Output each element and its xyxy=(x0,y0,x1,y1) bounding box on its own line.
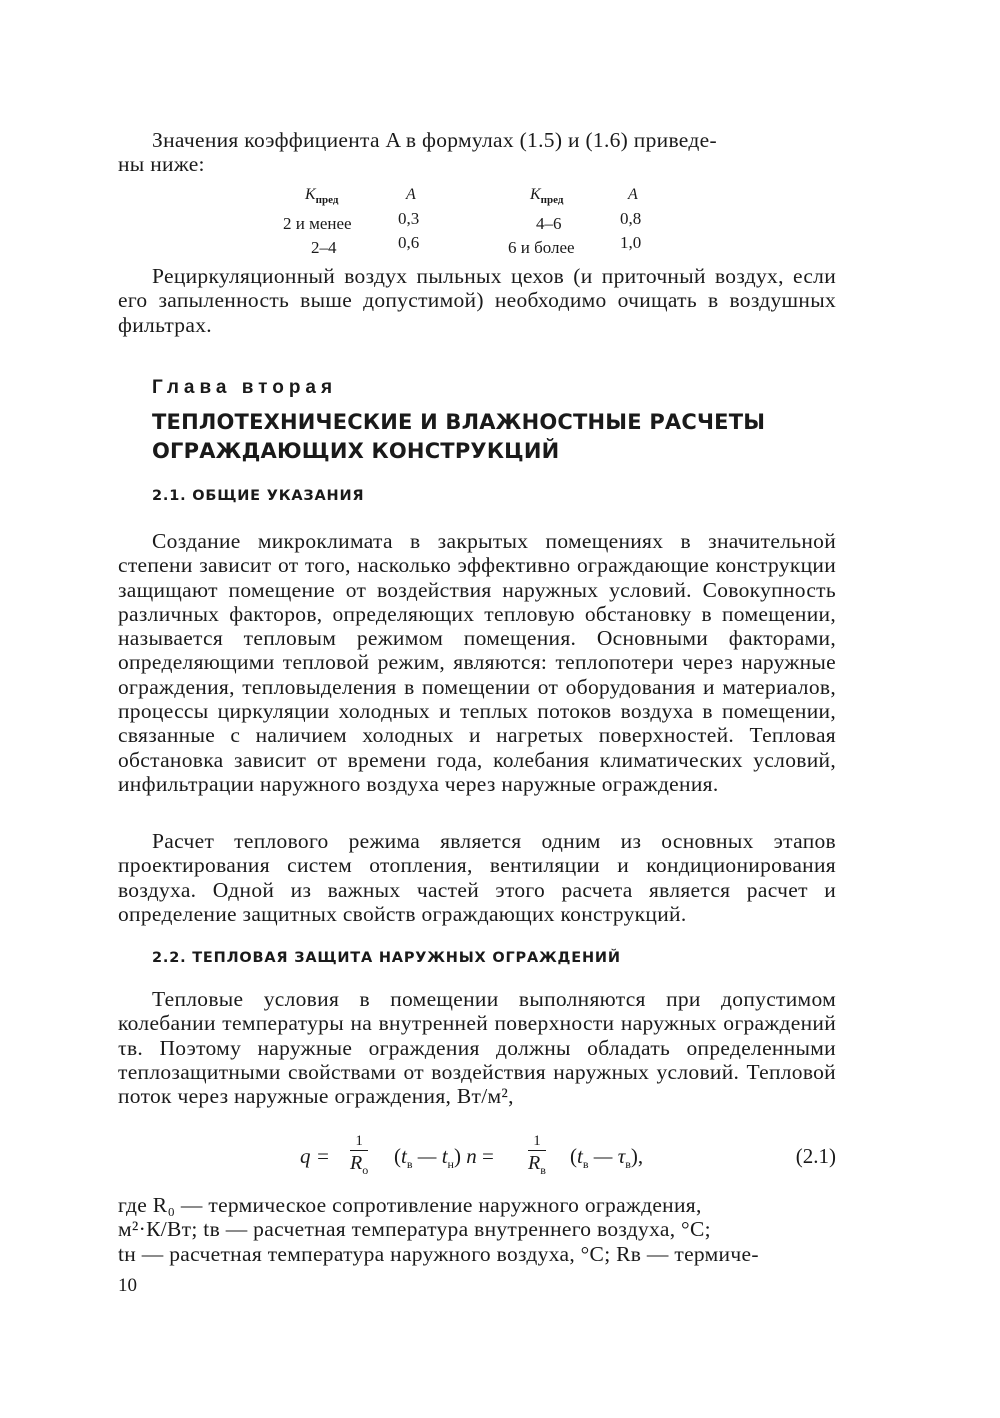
k-table-right-row-1-a: 0,8 xyxy=(620,209,642,228)
k-table-right-row-2-k: 6 и более xyxy=(508,238,575,258)
formula-fraction-2-denominator: $R_в$ xyxy=(528,1152,546,1177)
formula-lhs: q = xyxy=(300,1144,330,1168)
chapter-title xyxy=(152,408,792,466)
k-table-left-k-column xyxy=(283,183,352,260)
intro-paragraph xyxy=(118,128,836,177)
formula-number: (2.1) xyxy=(795,1144,836,1168)
formula-2-1 xyxy=(118,1132,836,1188)
where-clause xyxy=(118,1193,836,1266)
formula-fraction-1-denominator: $R_о$ xyxy=(350,1152,369,1177)
formula-middle-2: ($t_в$ — $\tau_в$), xyxy=(570,1144,644,1172)
k-table-left-row-2-k: 2–4 xyxy=(311,238,337,258)
k-table-right-row-2-a: 1,0 xyxy=(620,233,642,252)
recirc-paragraph: Рециркуляционный воздух пыльных цехов (и приточный воздух, если его запыленность выше допустимой) необходимо очищать в воздушных фильтрах. xyxy=(118,264,836,337)
where-line-1: где R₀ — термическое сопротивление наружного ограждения, xyxy=(118,1193,702,1217)
formula-fraction-1 xyxy=(350,1132,368,1182)
k-table-header-a: A xyxy=(406,186,416,203)
k-table-left-row-1-a: 0,3 xyxy=(398,209,420,228)
formula-fraction-1-numerator: 1 xyxy=(350,1132,368,1151)
section-2-2-heading: 2.2. ТЕПЛОВАЯ ЗАЩИТА НАРУЖНЫХ ОГРАЖДЕНИЙ xyxy=(152,950,621,966)
section-2-1-paragraph-1: Создание микроклимата в закрытых помещениях в значительной степени зависит от того, насколько эффективно ограждающие конструкции защищают помещение от воздействия наружных условий. Совокупность различных факторов, определяющих тепловую обстановку в помещении, называется тепловым режимом помещения. Основными факторами, определяющими тепловой режим, являются: теплопотери через наружные ограждения, тепловыделения в помещении от оборудования и материалов, процессы циркуляции холодных и теплых потоков воздуха в помещении, связанные с наличием холодных и нагретых поверхностей. Тепловая обстановка зависит от времени года, колебания климатических условий, инфильтрации наружного воздуха через наружные ограждения. xyxy=(118,529,836,796)
k-table-header-a-2: A xyxy=(628,186,638,203)
where-line-3: tн — расчетная температура наружного воздуха, °С; Rв — термиче- xyxy=(118,1241,759,1266)
page-number: 10 xyxy=(118,1275,137,1296)
k-table-right-a-column xyxy=(620,183,641,255)
chapter-label: Глава вторая xyxy=(152,377,338,398)
formula-fraction-2 xyxy=(528,1132,546,1182)
section-2-1-paragraph-2: Расчет теплового режима является одним из основных этапов проектирования систем отопления, вентиляции и кондиционирования воздуха. Одной из важных частей этого расчета является расчет и определение защитных свойств ограждающих конструкций. xyxy=(118,829,836,926)
section-2-2-paragraph-1: Тепловые условия в помещении выполняются при допустимом колебании температуры на внутренней поверхности наружных ограждений τв. Поэтому наружные ограждения должны обладать определенными теплозащитными свойствами от воздействия наружных условий. Тепловой поток через наружные ограждения, Вт/м², xyxy=(118,987,836,1109)
k-table-header-k-2: $К_{пред}$ xyxy=(530,186,564,207)
where-line-2: м²·К/Вт; tв — расчетная температура внутреннего воздуха, °С; xyxy=(118,1217,711,1242)
intro-line-1: Значения коэффициента A в формулах (1.5) и (1.6) приведе- xyxy=(152,128,717,152)
k-table-header-k: $К_{пред}$ xyxy=(305,186,339,207)
k-table-left-row-1-k: 2 и менее xyxy=(283,214,352,234)
intro-line-2: ны ниже: xyxy=(118,152,205,177)
k-table-left-row-2-a: 0,6 xyxy=(398,233,420,252)
section-2-1-heading: 2.1. ОБЩИЕ УКАЗАНИЯ xyxy=(152,488,365,504)
k-table-right-row-1-k: 4–6 xyxy=(536,214,562,234)
chapter-title-line-2: ОГРАЖДАЮЩИХ КОНСТРУКЦИЙ xyxy=(152,439,560,463)
formula-fraction-2-numerator: 1 xyxy=(528,1132,546,1151)
k-table-right-k-column xyxy=(508,183,575,260)
chapter-title-line-1: ТЕПЛОТЕХНИЧЕСКИЕ И ВЛАЖНОСТНЫЕ РАСЧЕТЫ xyxy=(152,410,766,434)
k-table-left-a-column xyxy=(398,183,419,255)
formula-middle-1: ($t_в$ — $t_н$) n = xyxy=(394,1144,494,1172)
